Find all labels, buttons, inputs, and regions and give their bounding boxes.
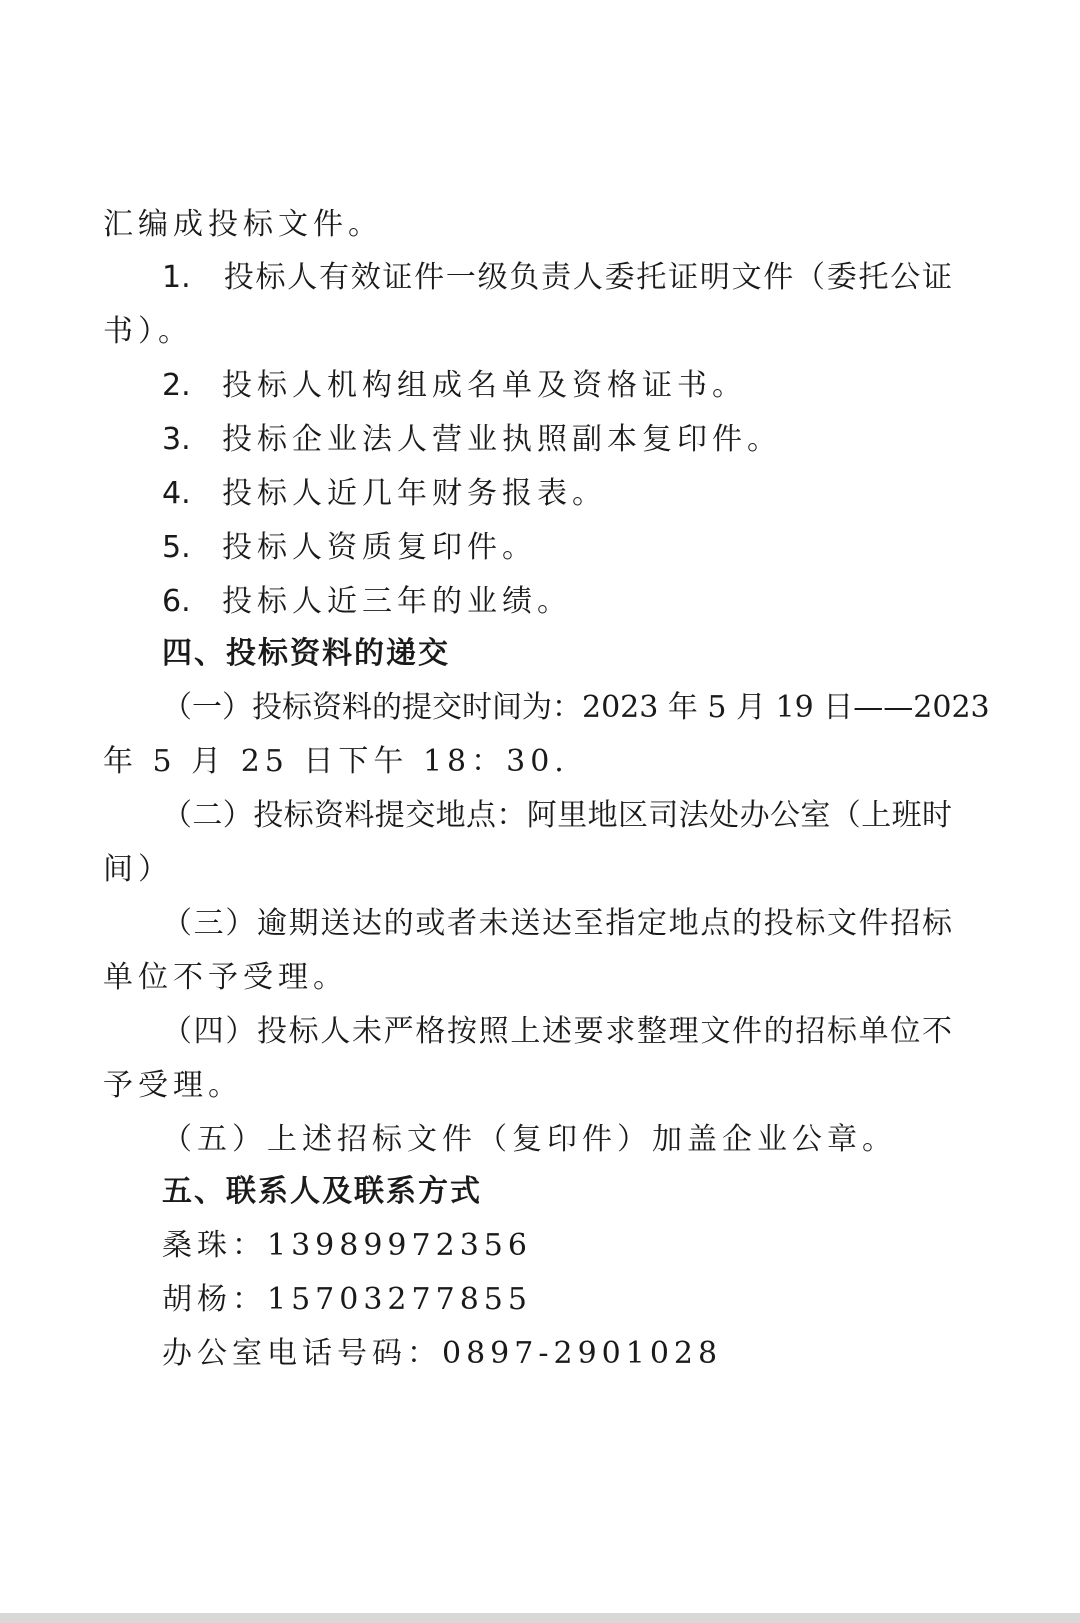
list-number: 6.	[162, 584, 191, 619]
section-heading-contacts: 五、联系人及联系方式	[162, 1174, 482, 1209]
paragraph-submission-place: （二）投标资料提交地点：阿里地区司法处办公室（上班时	[162, 798, 952, 833]
list-item	[162, 258, 952, 298]
list-text: 投标企业法人营业执照副本复印件。	[222, 422, 782, 457]
paragraph-company-seal: （五）上述招标文件（复印件）加盖企业公章。	[162, 1122, 897, 1157]
paragraph-submission-time: （一）投标资料的提交时间为：2023 年 5 月 19 日——2023	[162, 690, 990, 725]
paragraph-continuation: 予受理。	[103, 1068, 243, 1103]
section-heading-submission: 四、投标资料的递交	[162, 636, 450, 671]
list-item	[162, 582, 952, 622]
paragraph-continuation: 间）	[103, 852, 173, 887]
list-item	[162, 366, 952, 406]
continuation-text: 汇编成投标文件。	[103, 207, 383, 242]
page-bottom-edge	[0, 1613, 1080, 1623]
list-item	[162, 528, 952, 568]
list-text: 投标人机构组成名单及资格证书。	[222, 368, 747, 403]
list-item	[162, 420, 952, 460]
paragraph-continuation: 单位不予受理。	[103, 960, 348, 995]
list-number: 1.	[162, 260, 191, 295]
contact-line: 胡杨：15703277855	[162, 1282, 532, 1317]
list-item-continuation: 书）。	[103, 314, 193, 349]
paragraph-noncompliance: （四）投标人未严格按照上述要求整理文件的招标单位不	[162, 1014, 952, 1049]
list-number: 2.	[162, 368, 191, 403]
list-text: 投标人近三年的业绩。	[222, 584, 572, 619]
list-text: 投标人近几年财务报表。	[222, 476, 607, 511]
list-number: 5.	[162, 530, 191, 565]
list-text: 投标人有效证件一级负责人委托证明文件（委托公证	[222, 260, 952, 295]
list-number: 3.	[162, 422, 191, 457]
paragraph-continuation: 年 5 月 25 日下午 18：30.	[103, 744, 569, 779]
paragraph-late-delivery: （三）逾期送达的或者未送达至指定地点的投标文件招标	[162, 906, 952, 941]
list-number: 4.	[162, 476, 191, 511]
contact-line: 桑珠：13989972356	[162, 1228, 532, 1263]
list-item	[162, 474, 952, 514]
list-text: 投标人资质复印件。	[222, 530, 537, 565]
contact-line-office-phone: 办公室电话号码：0897-2901028	[162, 1336, 723, 1371]
